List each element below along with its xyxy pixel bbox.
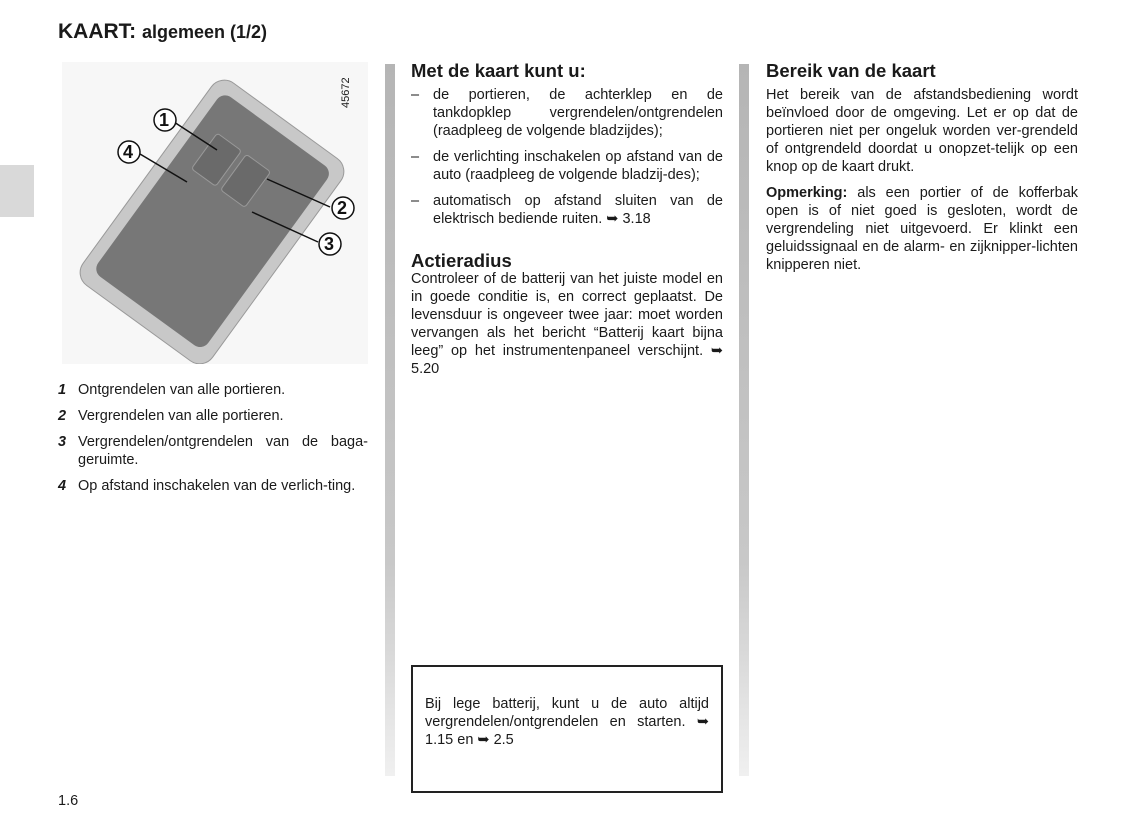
callout-2 (332, 197, 354, 219)
card-illustration (62, 62, 368, 364)
legend-item: 4 Op afstand inschakelen van de verlich-ting. (58, 478, 356, 494)
legend-item: 2 Vergrendelen van alle portieren. (58, 408, 284, 424)
svg-text:2: 2 (337, 198, 348, 218)
svg-text:3: 3 (324, 234, 335, 254)
section-heading: Bereik van de kaart (766, 60, 936, 81)
remark-label: Opmerking: (766, 185, 848, 201)
page-number: 1.6 (58, 793, 79, 809)
middle-column (411, 62, 723, 386)
callout-3 (319, 233, 341, 255)
svg-text:4: 4 (123, 142, 134, 162)
right-column (766, 62, 1078, 282)
page-title (58, 20, 267, 44)
title-sub: algemeen (1/2) (142, 22, 268, 42)
note-box (411, 665, 723, 793)
note-text: Bij lege batterij, kunt u de auto altijd vergrendelen/ontgrendelen en starten. ➥ 1.15 en ➥ 2.5 (425, 696, 709, 748)
callout-4 (118, 141, 140, 163)
callout-1 (154, 109, 176, 131)
section-heading: Actieradius (411, 250, 512, 271)
bullet-item: – de verlichting inschakelen op afstand van de auto (raadpleeg de volgende bladzij-des); (411, 149, 723, 183)
bullet-item: – automatisch op afstand sluiten van de elektrisch bediende ruiten. ➥ 3.18 (411, 193, 723, 227)
figure-id: 45672 (340, 77, 352, 108)
legend-list (58, 381, 368, 503)
paragraph: Het bereik van de afstandsbediening wordt beïnvloed door de omgeving. Let er op dat de portieren niet per ongeluk worden ver-grendeld of ontgrendeld doordat u onopzet-telijk op een knop op de kaart drukt. (766, 87, 1078, 175)
column-divider (739, 64, 749, 776)
section-tab (0, 165, 34, 217)
remark-text: als een portier of de kofferbak open is of niet goed is gesloten, wordt de vergrendeling niet uitgevoerd. Er klinkt een geluidssignaal en de alarm- en zijknipper-lichten knipperen niet. (766, 185, 1079, 273)
legend-item: 1 Ontgrendelen van alle portieren. (58, 382, 286, 398)
section-heading: Met de kaart kunt u: (411, 60, 586, 81)
title-main: KAART: (58, 20, 137, 43)
paragraph: Controleer of de batterij van het juiste model en in goede conditie is, en correct geplaatst. De levensduur is ongeveer twee jaar: moet worden vervangen als het bericht “Batterij kaart bijna leeg” op het instrumentenpaneel verschijnt. ➥ 5.20 (411, 271, 723, 377)
column-divider (385, 64, 395, 776)
bullet-item: – de portieren, de achterklep en de tankdopklep vergrendelen/ontgrendelen (raadpleeg de volgende bladzijdes); (411, 87, 723, 139)
legend-item: 3 Vergrendelen/ontgrendelen van de baga-geruimte. (58, 434, 368, 468)
svg-text:1: 1 (159, 110, 170, 130)
remark (766, 184, 1078, 274)
